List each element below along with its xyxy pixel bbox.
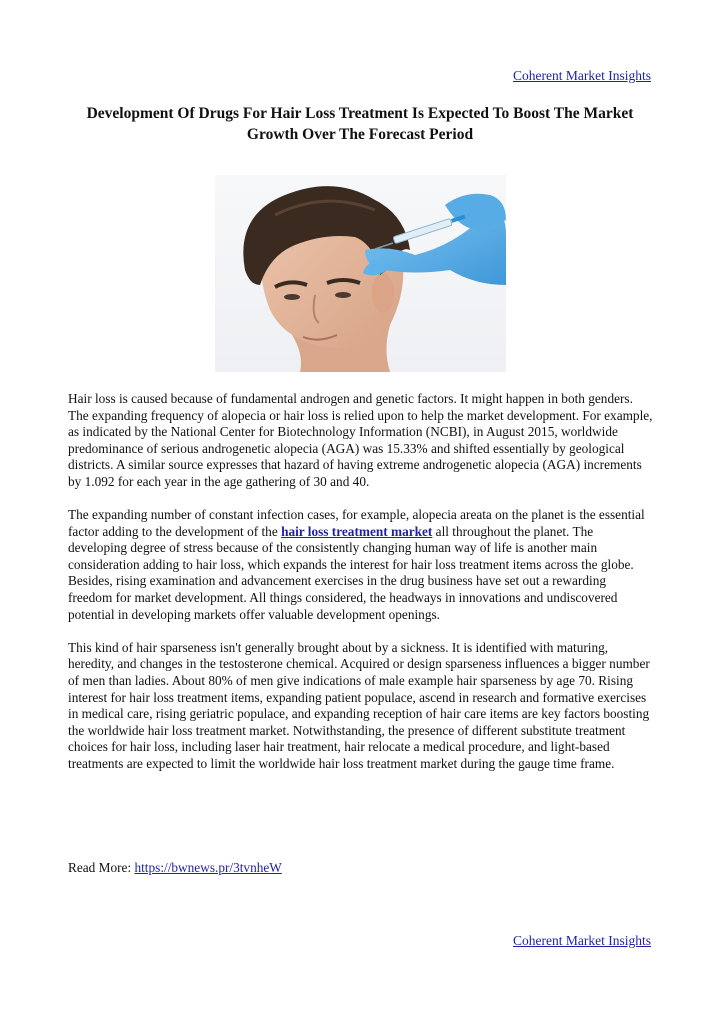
hair-loss-market-link[interactable]: hair loss treatment market <box>281 523 433 539</box>
paragraph-3: This kind of hair sparseness isn't generally brought about by a sickness. It is identified with maturing, heredity, and changes in the testosterone chemical. Acquired or design sparseness influences a bigger number of men than ladies. About 80% of men give indications of male example hair sparseness by age 70. Rising interest for hair loss treatment items, expanding patient populace, ascend in research and formative exercises in medical care, rising geriatric populace, and expanding reception of hair care items are key factors boosting the worldwide hair loss treatment market. Notwithstanding, the presence of different substitute treatment choices for hair loss, including laser hair treatment, hair relocate a medical procedure, and light-based treatments are expected to limit the worldwide hair loss treatment market during the gauge time frame. <box>68 639 650 771</box>
header-brand-link[interactable]: Coherent Market Insights <box>513 68 651 83</box>
hair-treatment-photo <box>215 175 506 372</box>
read-more-link[interactable]: https://bwnews.pr/3tvnheW <box>134 860 282 875</box>
article-body <box>68 391 653 789</box>
article-photo <box>215 175 506 372</box>
read-more <box>68 860 282 876</box>
paragraph-1: Hair loss is caused because of fundamental androgen and genetic factors. It might happen in both genders. The expanding frequency of alopecia or hair loss is relied upon to help the market development. For example, as indicated by the National Center for Biotechnology Information (NCBI), in August 2015, worldwide predominance of serious androgenetic alopecia (AGA) was 15.33% and shifted essentially by geological districts. A similar source expresses that hazard of having extreme androgenetic alopecia (AGA) increments by 1.092 for each year in the age gathering of 30 and 40. <box>68 391 653 489</box>
paragraph-2 <box>68 507 653 623</box>
read-more-label: Read More: <box>68 860 135 875</box>
document-title: Development Of Drugs For Hair Loss Treatment Is Expected To Boost The Market Growth Over The Forecast Period <box>86 105 634 143</box>
footer-brand-link[interactable]: Coherent Market Insights <box>513 933 651 948</box>
paragraph-2-rest: all throughout the planet. The developing degree of stress because of the consistently changing human way of life is another main consideration adding to hair loss, which expands the interest for hair loss treatment items across the globe. Besides, rising examination and advancement exercises in the drug business have set out a rewarding freedom for market development. All things considered, the headways in innovations and undiscovered potential in developing markets offer valuable development openings. <box>68 523 634 622</box>
paragraph-2-lead: The expanding number of constant infection cases, for example, alopecia areata on the planet is the essential factor adding to the development of the <box>68 507 645 539</box>
